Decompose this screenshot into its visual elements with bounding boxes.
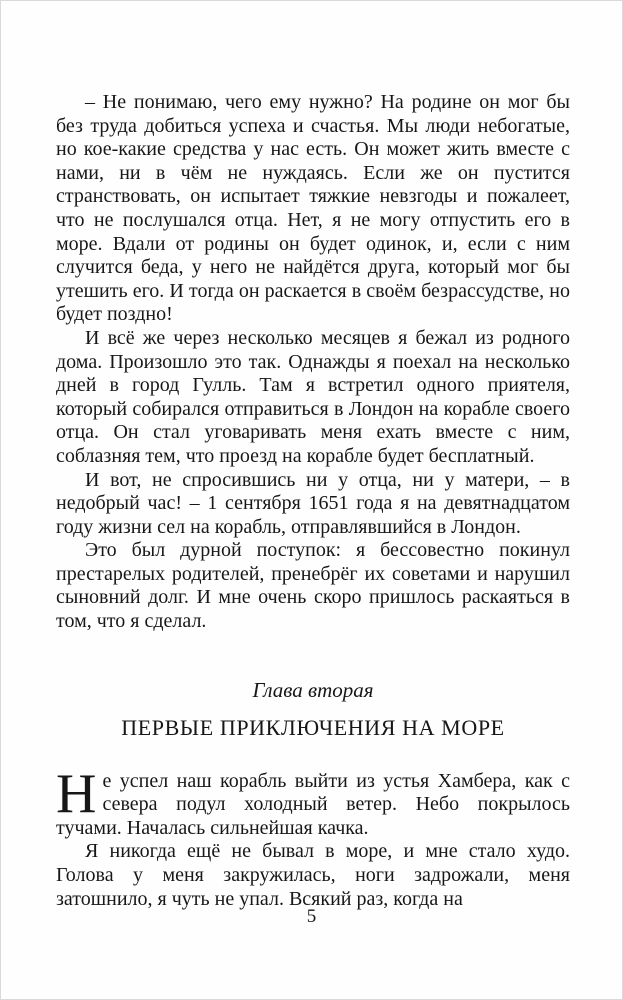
drop-cap-paragraph: [56, 762, 570, 841]
paragraph: И всё же через несколько месяцев я бежал из родного дома. Произошло это так. Однажды я поехал на несколько дней в город Гулль. Там я встретил одного приятеля, который собирался отправиться в Лондон на корабле своего отца. Он стал уговаривать меня ехать вместе с ним, соблазняя тем, что проезд на корабле будет бесплатный.: [56, 326, 570, 467]
paragraph: Это был дурной поступок: я бессовестно покинул престарелых родителей, пренебрёг их советами и нарушил сыновний долг. И мне очень скоро пришлось раскаяться в том, что я сделал.: [56, 539, 570, 633]
paragraph: – Не понимаю, чего ему нужно? На родине он мог бы без труда добиться успеха и счастья. Мы люди небогатые, но кое-какие средства у нас есть. Он может жить вместе с нами, ни в чём не нуждаясь. Если же он пустится странствовать, он испытает тяжкие невзгоды и пожалеет, что не послушался отца. Нет, я не могу отпустить его в море. Вдали от родины он будет одинок, и, если с ним случится беда, у него не найдётся друга, который мог бы утешить его. И тогда он раскается в своём безрассудстве, но будет поздно!: [56, 91, 570, 326]
paragraph: И вот, не спросившись ни у отца, ни у матери, – в недобрый час! – 1 сентября 1651 года я на девятнадцатом году жизни сел на корабль, отправлявшийся в Лондон.: [56, 468, 570, 538]
chapter-heading-title: ПЕРВЫЕ ПРИКЛЮЧЕНИЯ НА МОРЕ: [121, 714, 505, 740]
drop-cap: Н: [56, 762, 97, 825]
paragraph: Я никогда ещё не бывал в море, и мне стало худо. Голова у меня закружилась, ноги задрожали, меня затошнило, я чуть не упал. Всякий раз, когда на: [56, 840, 570, 910]
page-number: 5: [306, 906, 317, 927]
text-block: [56, 91, 570, 911]
drop-cap-paragraph-text: е успел наш корабль выйти из устья Хамбера, как с севера подул холодный ветер. Небо покрылось тучами. Началась сильнейшая качка.: [56, 769, 570, 839]
chapter-heading-label: Глава вторая: [252, 677, 374, 702]
